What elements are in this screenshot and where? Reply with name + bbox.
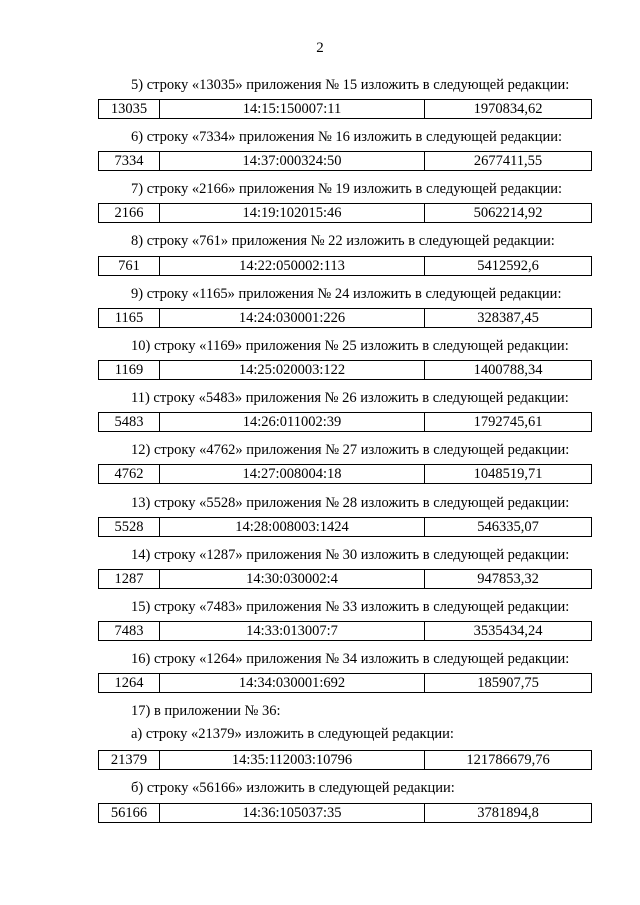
table-row [99, 309, 592, 328]
value-cell: 185907,75 [425, 674, 592, 693]
cadastral-number-cell: 14:15:150007:11 [160, 100, 425, 119]
amendment-subheading-17a: а) строку «21379» изложить в следующей редакции: [131, 726, 454, 742]
amendment-heading-17: 17) в приложении № 36: [131, 703, 281, 719]
value-cell: 1400788,34 [425, 361, 592, 380]
amendment-heading-10: 10) строку «1169» приложения № 25 изложить в следующей редакции: [131, 338, 569, 354]
row-number-cell: 1287 [99, 570, 160, 589]
cadastral-number-cell: 14:34:030001:692 [160, 674, 425, 693]
amendment-heading-14: 14) строку «1287» приложения № 30 изложить в следующей редакции: [131, 547, 570, 563]
amendment-subheading-17b: б) строку «56166» изложить в следующей редакции: [131, 780, 455, 796]
table-row [99, 465, 592, 484]
amendment-heading-15: 15) строку «7483» приложения № 33 изложить в следующей редакции: [131, 599, 570, 615]
cadastral-number-cell: 14:24:030001:226 [160, 309, 425, 328]
row-number-cell: 1169 [99, 361, 160, 380]
cadastral-number-cell: 14:36:105037:35 [160, 804, 425, 823]
amendment-heading-7: 7) строку «2166» приложения № 19 изложить в следующей редакции: [131, 181, 563, 197]
row-number-cell: 2166 [99, 204, 160, 223]
row-number-cell: 5483 [99, 413, 160, 432]
row-number-cell: 7334 [99, 152, 160, 171]
value-cell: 3535434,24 [425, 622, 592, 641]
cadastral-number-cell: 14:22:050002:113 [160, 257, 425, 276]
row-number-cell: 1264 [99, 674, 160, 693]
amendment-table-8 [98, 256, 592, 276]
table-row [99, 570, 592, 589]
amendment-heading-16: 16) строку «1264» приложения № 34 изложить в следующей редакции: [131, 651, 570, 667]
amendment-table-17b [98, 803, 592, 823]
table-row [99, 413, 592, 432]
amendment-heading-5: 5) строку «13035» приложения № 15 изложить в следующей редакции: [131, 77, 570, 93]
row-number-cell: 1165 [99, 309, 160, 328]
amendment-heading-6: 6) строку «7334» приложения № 16 изложить в следующей редакции: [131, 129, 563, 145]
cadastral-number-cell: 14:37:000324:50 [160, 152, 425, 171]
table-row [99, 674, 592, 693]
value-cell: 3781894,8 [425, 804, 592, 823]
value-cell: 121786679,76 [425, 751, 592, 770]
cadastral-number-cell: 14:19:102015:46 [160, 204, 425, 223]
table-row [99, 204, 592, 223]
row-number-cell: 21379 [99, 751, 160, 770]
amendment-table-11 [98, 412, 592, 432]
cadastral-number-cell: 14:25:020003:122 [160, 361, 425, 380]
amendment-table-7 [98, 203, 592, 223]
row-number-cell: 761 [99, 257, 160, 276]
table-row [99, 152, 592, 171]
row-number-cell: 5528 [99, 518, 160, 537]
table-row [99, 257, 592, 276]
cadastral-number-cell: 14:35:112003:10796 [160, 751, 425, 770]
row-number-cell: 7483 [99, 622, 160, 641]
amendment-table-9 [98, 308, 592, 328]
page-number: 2 [316, 40, 324, 56]
table-row [99, 751, 592, 770]
amendment-table-14 [98, 569, 592, 589]
cadastral-number-cell: 14:30:030002:4 [160, 570, 425, 589]
table-row [99, 518, 592, 537]
value-cell: 5412592,6 [425, 257, 592, 276]
amendment-heading-12: 12) строку «4762» приложения № 27 изложить в следующей редакции: [131, 442, 570, 458]
amendment-heading-13: 13) строку «5528» приложения № 28 изложить в следующей редакции: [131, 495, 570, 511]
table-row [99, 804, 592, 823]
value-cell: 1048519,71 [425, 465, 592, 484]
row-number-cell: 4762 [99, 465, 160, 484]
table-row [99, 100, 592, 119]
amendment-table-15 [98, 621, 592, 641]
row-number-cell: 13035 [99, 100, 160, 119]
table-row [99, 622, 592, 641]
amendment-table-10 [98, 360, 592, 380]
cadastral-number-cell: 14:28:008003:1424 [160, 518, 425, 537]
amendment-table-13 [98, 517, 592, 537]
row-number-cell: 56166 [99, 804, 160, 823]
amendment-table-5 [98, 99, 592, 119]
table-row [99, 361, 592, 380]
amendment-table-16 [98, 673, 592, 693]
cadastral-number-cell: 14:27:008004:18 [160, 465, 425, 484]
cadastral-number-cell: 14:26:011002:39 [160, 413, 425, 432]
value-cell: 2677411,55 [425, 152, 592, 171]
value-cell: 947853,32 [425, 570, 592, 589]
cadastral-number-cell: 14:33:013007:7 [160, 622, 425, 641]
value-cell: 1970834,62 [425, 100, 592, 119]
value-cell: 5062214,92 [425, 204, 592, 223]
amendment-table-17a [98, 750, 592, 770]
value-cell: 1792745,61 [425, 413, 592, 432]
amendment-heading-8: 8) строку «761» приложения № 22 изложить в следующей редакции: [131, 233, 555, 249]
amendment-heading-11: 11) строку «5483» приложения № 26 изложить в следующей редакции: [131, 390, 569, 406]
amendment-table-12 [98, 464, 592, 484]
amendment-table-6 [98, 151, 592, 171]
value-cell: 328387,45 [425, 309, 592, 328]
amendment-heading-9: 9) строку «1165» приложения № 24 изложить в следующей редакции: [131, 286, 562, 302]
value-cell: 546335,07 [425, 518, 592, 537]
